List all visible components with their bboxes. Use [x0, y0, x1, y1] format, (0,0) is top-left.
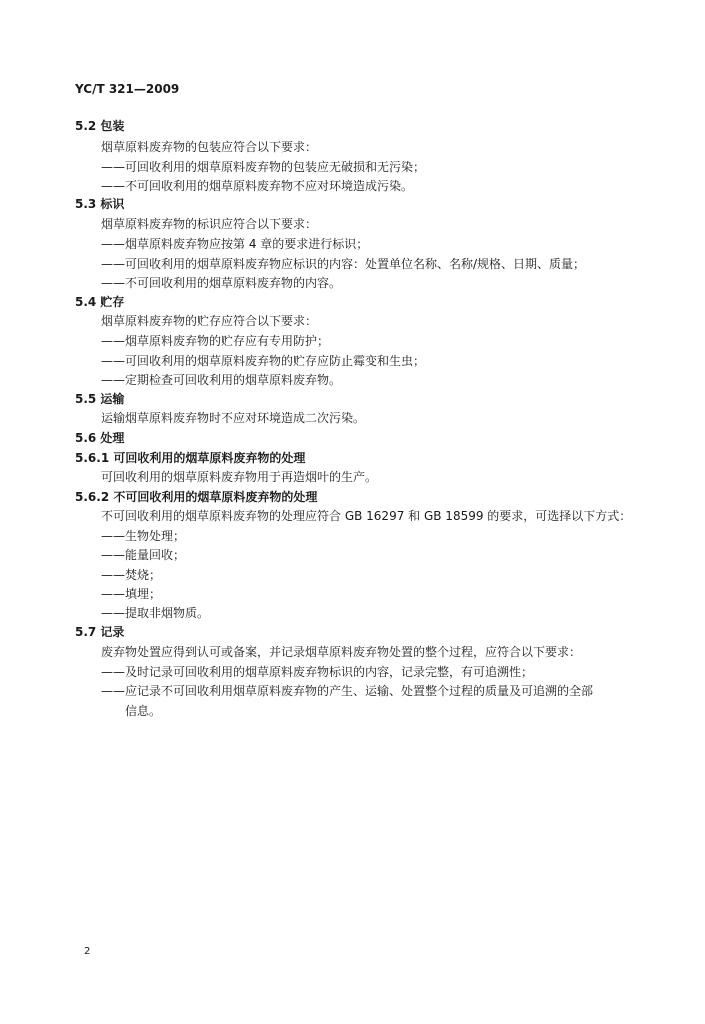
list-item: ——生物处理；	[101, 529, 186, 543]
list-item: ——应记录不可回收利用烟草原料废弃物的产生、运输、处置整个过程的质量及可追溯的全部	[101, 684, 594, 698]
paragraph-line: 烟草原料废弃物的贮存应符合以下要求：	[101, 314, 318, 328]
section-heading-5-4: 5.4 贮存	[75, 295, 125, 309]
list-item: ——定期检查可回收利用的烟草原料废弃物。	[101, 373, 342, 387]
list-item: ——可回收利用的烟草原料废弃物的包装应无破损和无污染；	[101, 160, 426, 174]
list-item: ——及时记录可回收利用的烟草原料废弃物标识的内容，记录完整，有可追溯性；	[101, 665, 534, 679]
paragraph-line: 烟草原料废弃物的标识应符合以下要求：	[101, 217, 318, 231]
list-item: ——能量回收；	[101, 548, 186, 562]
section-heading-5-3: 5.3 标识	[75, 197, 125, 211]
list-item: ——不可回收利用的烟草原料废弃物的内容。	[101, 276, 342, 290]
list-item: ——烟草原料废弃物应按第 4 章的要求进行标识；	[101, 237, 369, 251]
paragraph-line: 可回收利用的烟草原料废弃物用于再造烟叶的生产。	[101, 470, 378, 484]
page-number: 2	[84, 946, 91, 957]
paragraph-line: 不可回收利用的烟草原料废弃物的处理应符合 GB 16297 和 GB 18599 的要求，可选择以下方式：	[101, 509, 632, 523]
list-item: ——烟草原料废弃物的贮存应有专用防护；	[101, 334, 330, 348]
paragraph-line: 烟草原料废弃物的包装应符合以下要求：	[101, 140, 318, 154]
list-item: ——可回收利用的烟草原料废弃物应标识的内容：处置单位名称、名称/规格、日期、质量；	[101, 257, 586, 271]
paragraph-line: 运输烟草原料废弃物时不应对环境造成二次污染。	[101, 411, 366, 425]
section-heading-5-2: 5.2 包装	[75, 119, 125, 133]
section-heading-5-7: 5.7 记录	[75, 625, 125, 639]
list-item: ——焚烧；	[101, 568, 162, 582]
standard-code-header: YC/T 321—2009	[75, 82, 180, 96]
list-item: ——提取非烟物质。	[101, 606, 210, 620]
section-heading-5-6: 5.6 处理	[75, 431, 125, 445]
section-heading-5-5: 5.5 运输	[75, 392, 125, 406]
list-item: ——不可回收利用的烟草原料废弃物不应对环境造成污染。	[101, 179, 414, 193]
list-item-continuation: 信息。	[125, 704, 162, 718]
list-item: ——可回收利用的烟草原料废弃物的贮存应防止霉变和生虫；	[101, 354, 426, 368]
list-item: ——填埋；	[101, 587, 162, 601]
section-heading-5-6-1: 5.6.1 可回收利用的烟草原料废弃物的处理	[75, 451, 306, 465]
paragraph-line: 废弃物处置应得到认可或备案，并记录烟草原料废弃物处置的整个过程，应符合以下要求：	[101, 645, 582, 659]
section-heading-5-6-2: 5.6.2 不可回收利用的烟草原料废弃物的处理	[75, 490, 318, 504]
